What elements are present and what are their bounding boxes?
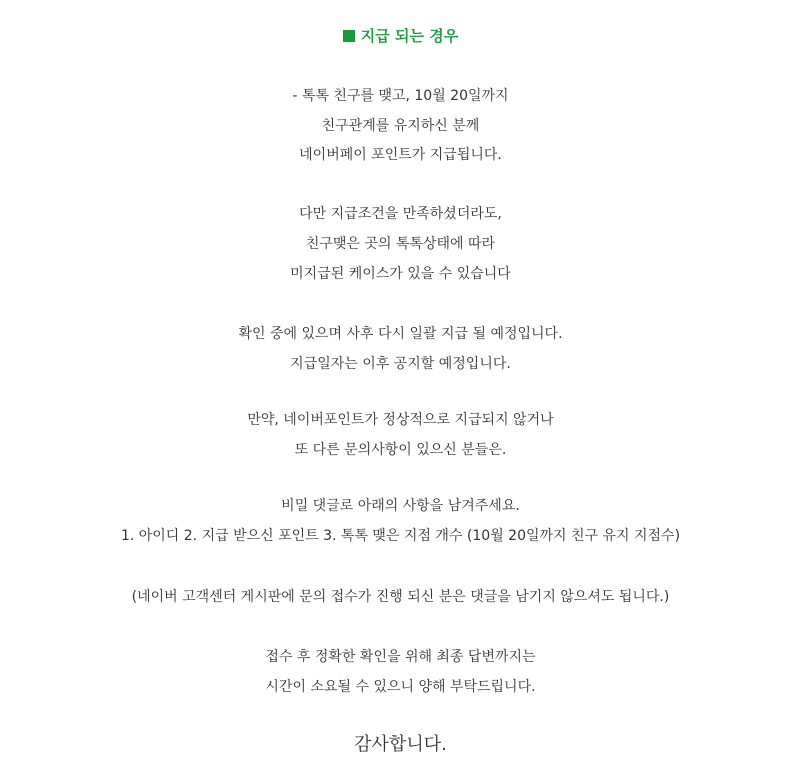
paragraph-line: 또 다른 문의사항이 있으신 분들은. — [294, 442, 507, 458]
paragraph-line: 접수 후 정확한 확인을 위해 최종 답변까지는 — [265, 649, 536, 665]
paragraph-line: 다만 지급조건을 만족하셨더라도, — [299, 206, 502, 222]
paragraph-line: 미지급된 케이스가 있을 수 있습니다 — [290, 266, 511, 282]
paragraph-line: 시간이 소요될 수 있으니 양해 부탁드립니다. — [265, 679, 536, 695]
section-heading-text: 지급 되는 경우 — [360, 27, 459, 45]
paragraph-line: 네이버페이 포인트가 지급됩니다. — [299, 147, 502, 163]
paragraph-line: 비밀 댓글로 아래의 사항을 남겨주세요. — [281, 498, 520, 514]
paragraph-line: - 톡톡 친구를 맺고, 10월 20일까지 — [292, 88, 509, 104]
closing-text: 감사합니다. — [354, 734, 447, 755]
paragraph-line: 1. 아이디 2. 지급 받으신 포인트 3. 톡톡 맺은 지점 개수 (10월 20일까지 친구 유지 지점수) — [120, 528, 681, 544]
green-square-icon — [343, 30, 355, 42]
paragraph-line: 만약, 네이버포인트가 정상적으로 지급되지 않거나 — [247, 412, 554, 428]
paragraph-line: 친구맺은 곳의 톡톡상태에 따라 — [305, 236, 496, 252]
paragraph-line: 확인 중에 있으며 사후 다시 일괄 지급 될 예정입니다. — [238, 326, 563, 342]
paragraph-line: 지급일자는 이후 공지할 예정입니다. — [290, 356, 511, 372]
paragraph-line: 친구관계를 유지하신 분께 — [321, 118, 480, 134]
section-heading — [0, 24, 801, 48]
paragraph-line: (네이버 고객센터 게시판에 문의 접수가 진행 되신 분은 댓글을 남기지 않으셔도 됩니다.) — [131, 589, 670, 605]
